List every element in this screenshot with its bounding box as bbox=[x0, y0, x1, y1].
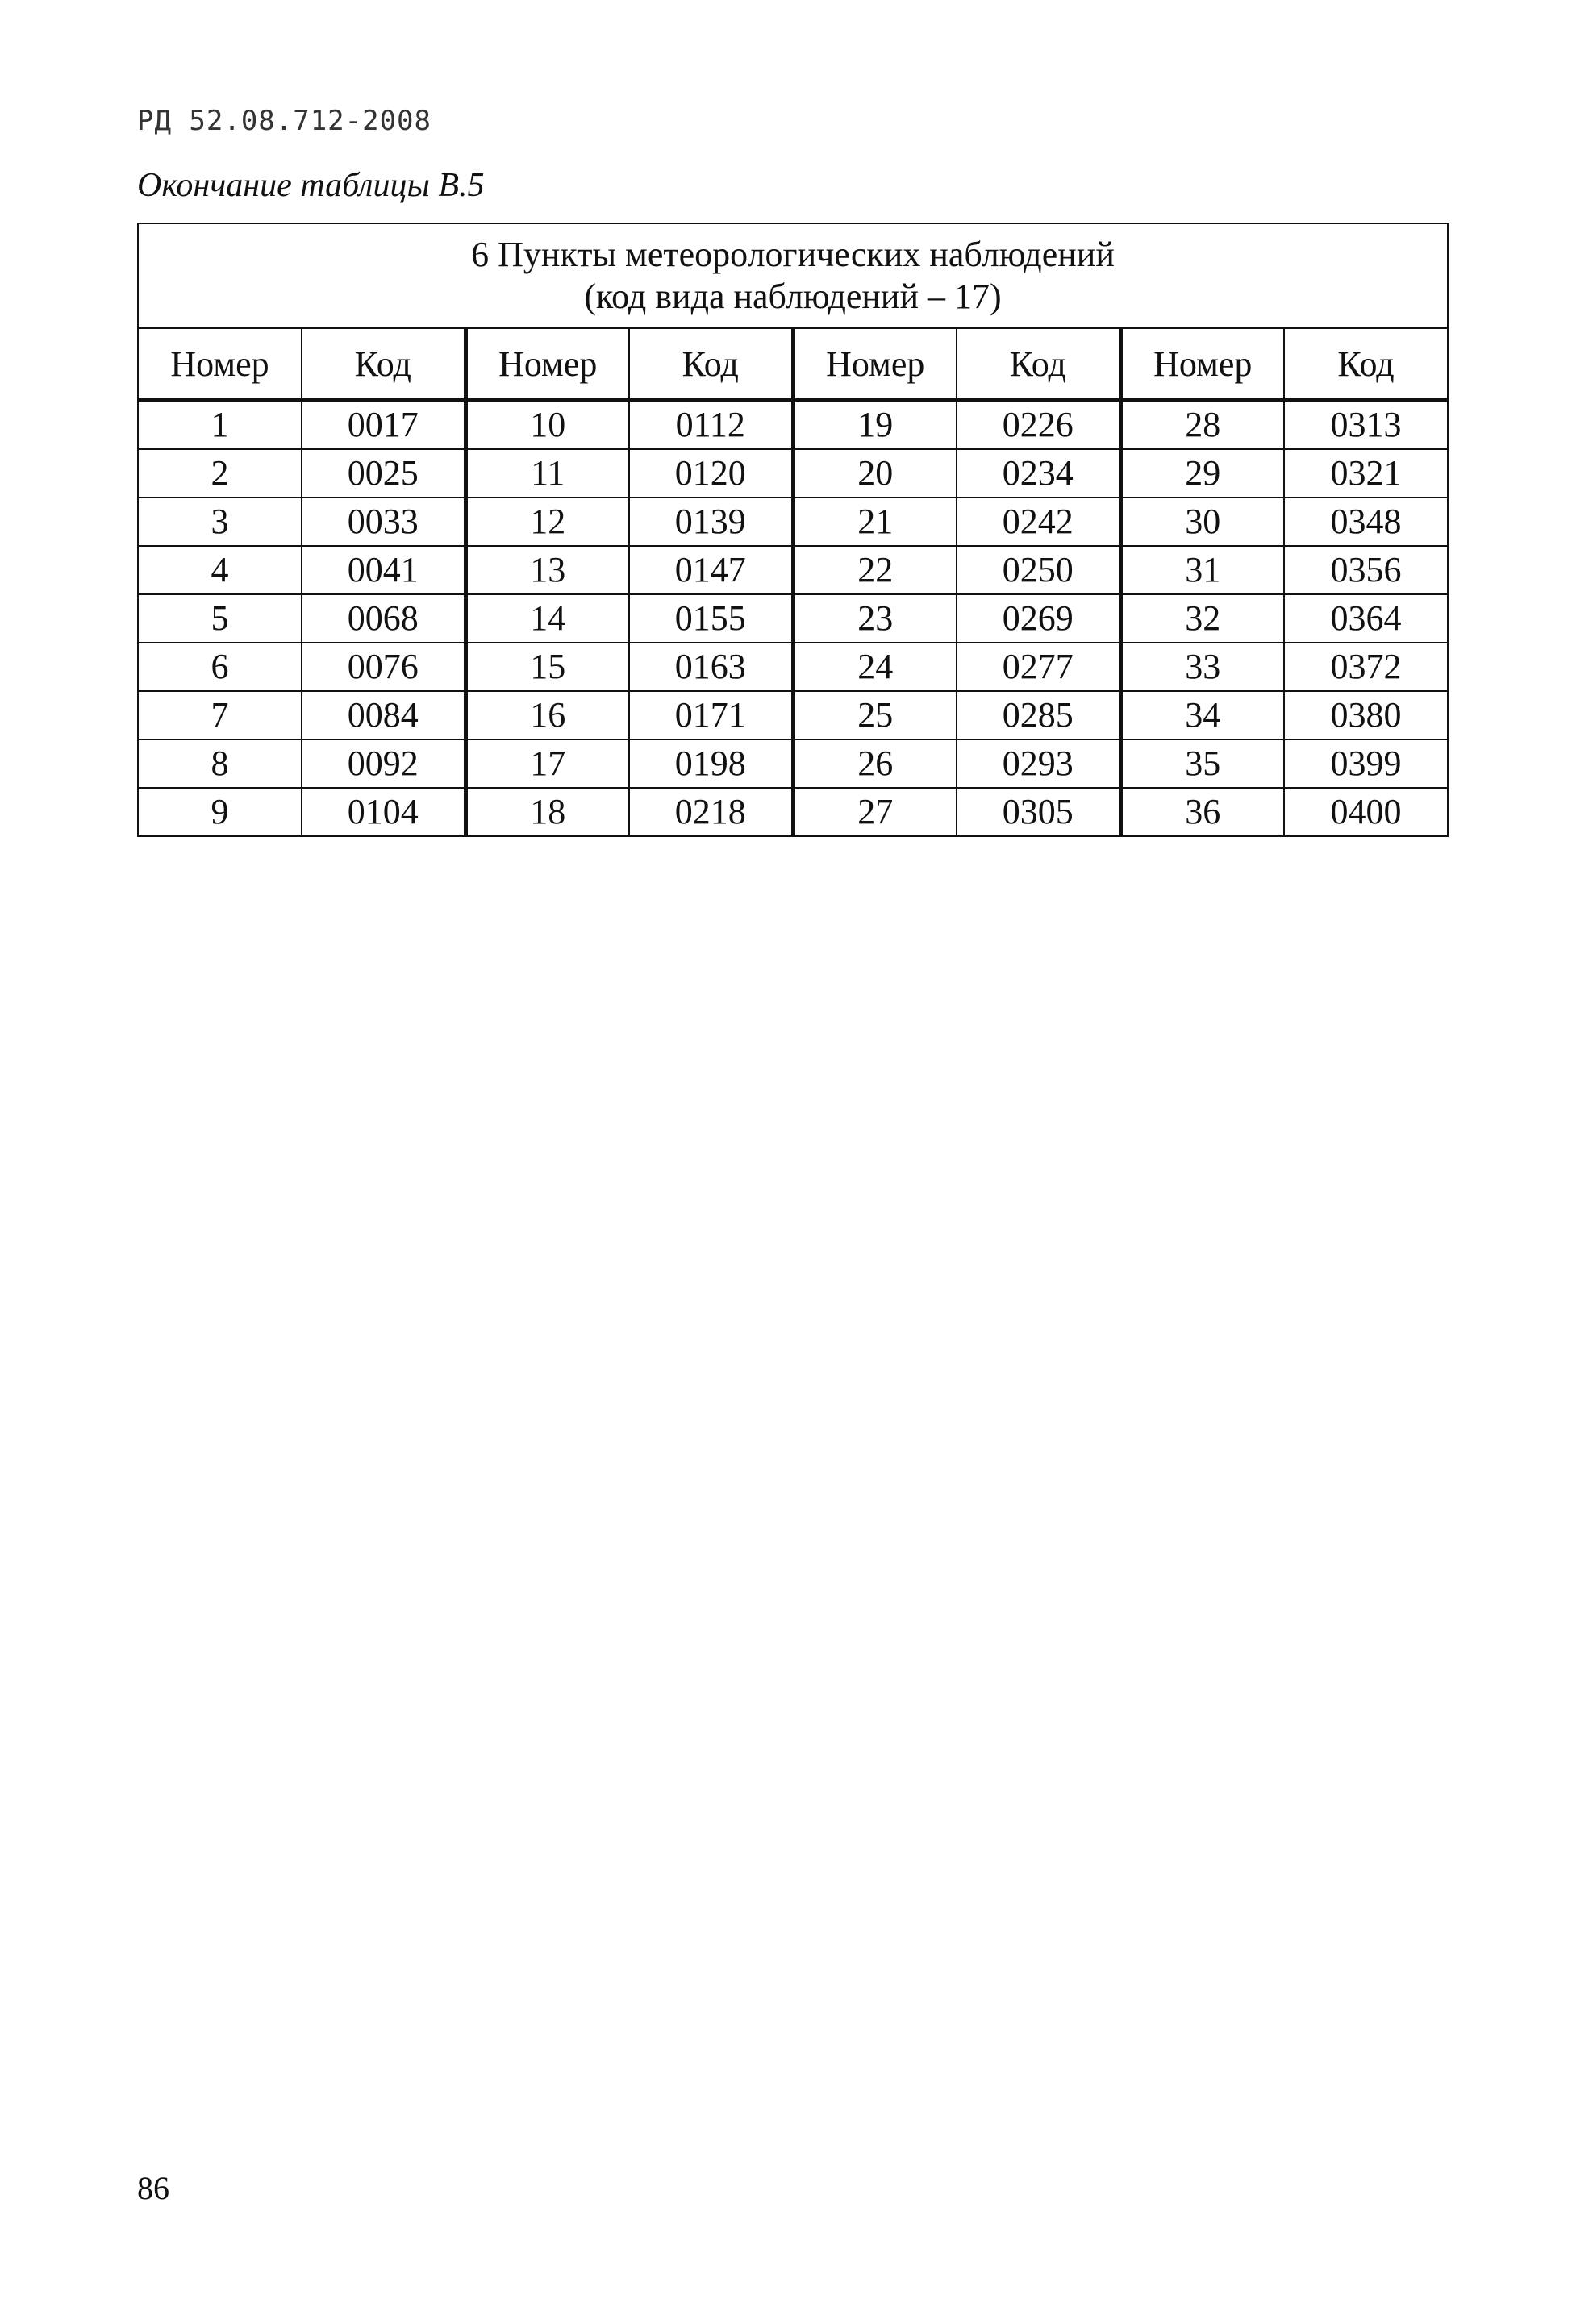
number-cell: 24 bbox=[793, 643, 957, 691]
number-cell: 12 bbox=[465, 498, 629, 546]
code-cell: 0321 bbox=[1284, 449, 1448, 498]
code-cell: 0313 bbox=[1284, 400, 1448, 449]
table-row bbox=[138, 594, 1448, 643]
column-header-code: Код bbox=[629, 328, 793, 400]
code-cell: 0399 bbox=[1284, 739, 1448, 788]
code-cell: 0226 bbox=[957, 400, 1120, 449]
column-header-number: Номер bbox=[465, 328, 629, 400]
table-row bbox=[138, 400, 1448, 449]
column-header-number: Номер bbox=[793, 328, 957, 400]
number-cell: 20 bbox=[793, 449, 957, 498]
number-cell: 22 bbox=[793, 546, 957, 594]
number-cell: 14 bbox=[465, 594, 629, 643]
column-header-number: Номер bbox=[138, 328, 302, 400]
number-cell: 23 bbox=[793, 594, 957, 643]
number-cell: 18 bbox=[465, 788, 629, 836]
number-cell: 6 bbox=[138, 643, 302, 691]
code-cell: 0068 bbox=[302, 594, 465, 643]
code-cell: 0092 bbox=[302, 739, 465, 788]
number-cell: 7 bbox=[138, 691, 302, 739]
table-row bbox=[138, 643, 1448, 691]
table-title-line-2: (код вида наблюдений – 17) bbox=[584, 277, 1002, 316]
code-cell: 0041 bbox=[302, 546, 465, 594]
number-cell: 21 bbox=[793, 498, 957, 546]
code-cell: 0277 bbox=[957, 643, 1120, 691]
number-cell: 9 bbox=[138, 788, 302, 836]
table-title bbox=[138, 223, 1448, 328]
number-cell: 4 bbox=[138, 546, 302, 594]
code-cell: 0104 bbox=[302, 788, 465, 836]
column-header-code: Код bbox=[957, 328, 1120, 400]
code-cell: 0112 bbox=[629, 400, 793, 449]
code-cell: 0380 bbox=[1284, 691, 1448, 739]
number-cell: 17 bbox=[465, 739, 629, 788]
code-cell: 0293 bbox=[957, 739, 1120, 788]
code-cell: 0242 bbox=[957, 498, 1120, 546]
document-code: РД 52.08.712-2008 bbox=[137, 105, 432, 137]
code-cell: 0356 bbox=[1284, 546, 1448, 594]
table-row bbox=[138, 498, 1448, 546]
number-cell: 3 bbox=[138, 498, 302, 546]
code-cell: 0147 bbox=[629, 546, 793, 594]
code-cell: 0017 bbox=[302, 400, 465, 449]
code-cell: 0400 bbox=[1284, 788, 1448, 836]
table-row bbox=[138, 739, 1448, 788]
number-cell: 29 bbox=[1120, 449, 1284, 498]
code-cell: 0198 bbox=[629, 739, 793, 788]
page-number: 86 bbox=[137, 2170, 169, 2206]
code-cell: 0025 bbox=[302, 449, 465, 498]
number-cell: 33 bbox=[1120, 643, 1284, 691]
number-cell: 11 bbox=[465, 449, 629, 498]
code-cell: 0234 bbox=[957, 449, 1120, 498]
code-cell: 0372 bbox=[1284, 643, 1448, 691]
table-row bbox=[138, 788, 1448, 836]
code-cell: 0218 bbox=[629, 788, 793, 836]
observation-points-table bbox=[137, 223, 1449, 837]
code-cell: 0163 bbox=[629, 643, 793, 691]
column-header-code: Код bbox=[302, 328, 465, 400]
table-body bbox=[138, 400, 1448, 836]
number-cell: 25 bbox=[793, 691, 957, 739]
code-cell: 0076 bbox=[302, 643, 465, 691]
column-header-number: Номер bbox=[1120, 328, 1284, 400]
number-cell: 19 bbox=[793, 400, 957, 449]
number-cell: 1 bbox=[138, 400, 302, 449]
code-cell: 0285 bbox=[957, 691, 1120, 739]
number-cell: 13 bbox=[465, 546, 629, 594]
code-cell: 0305 bbox=[957, 788, 1120, 836]
table-row bbox=[138, 449, 1448, 498]
code-cell: 0120 bbox=[629, 449, 793, 498]
code-cell: 0348 bbox=[1284, 498, 1448, 546]
number-cell: 8 bbox=[138, 739, 302, 788]
number-cell: 10 bbox=[465, 400, 629, 449]
code-cell: 0364 bbox=[1284, 594, 1448, 643]
code-cell: 0033 bbox=[302, 498, 465, 546]
table-row bbox=[138, 546, 1448, 594]
number-cell: 15 bbox=[465, 643, 629, 691]
table-title-line-1: 6 Пункты метеорологических наблюдений bbox=[471, 235, 1115, 274]
code-cell: 0084 bbox=[302, 691, 465, 739]
number-cell: 5 bbox=[138, 594, 302, 643]
number-cell: 16 bbox=[465, 691, 629, 739]
code-cell: 0171 bbox=[629, 691, 793, 739]
number-cell: 34 bbox=[1120, 691, 1284, 739]
table-caption: Окончание таблицы В.5 bbox=[137, 167, 485, 204]
number-cell: 27 bbox=[793, 788, 957, 836]
code-cell: 0139 bbox=[629, 498, 793, 546]
number-cell: 28 bbox=[1120, 400, 1284, 449]
number-cell: 2 bbox=[138, 449, 302, 498]
number-cell: 36 bbox=[1120, 788, 1284, 836]
number-cell: 26 bbox=[793, 739, 957, 788]
number-cell: 32 bbox=[1120, 594, 1284, 643]
column-header-code: Код bbox=[1284, 328, 1448, 400]
number-cell: 30 bbox=[1120, 498, 1284, 546]
number-cell: 35 bbox=[1120, 739, 1284, 788]
number-cell: 31 bbox=[1120, 546, 1284, 594]
table-row bbox=[138, 691, 1448, 739]
code-cell: 0250 bbox=[957, 546, 1120, 594]
column-header-row bbox=[138, 328, 1448, 400]
code-cell: 0155 bbox=[629, 594, 793, 643]
code-cell: 0269 bbox=[957, 594, 1120, 643]
